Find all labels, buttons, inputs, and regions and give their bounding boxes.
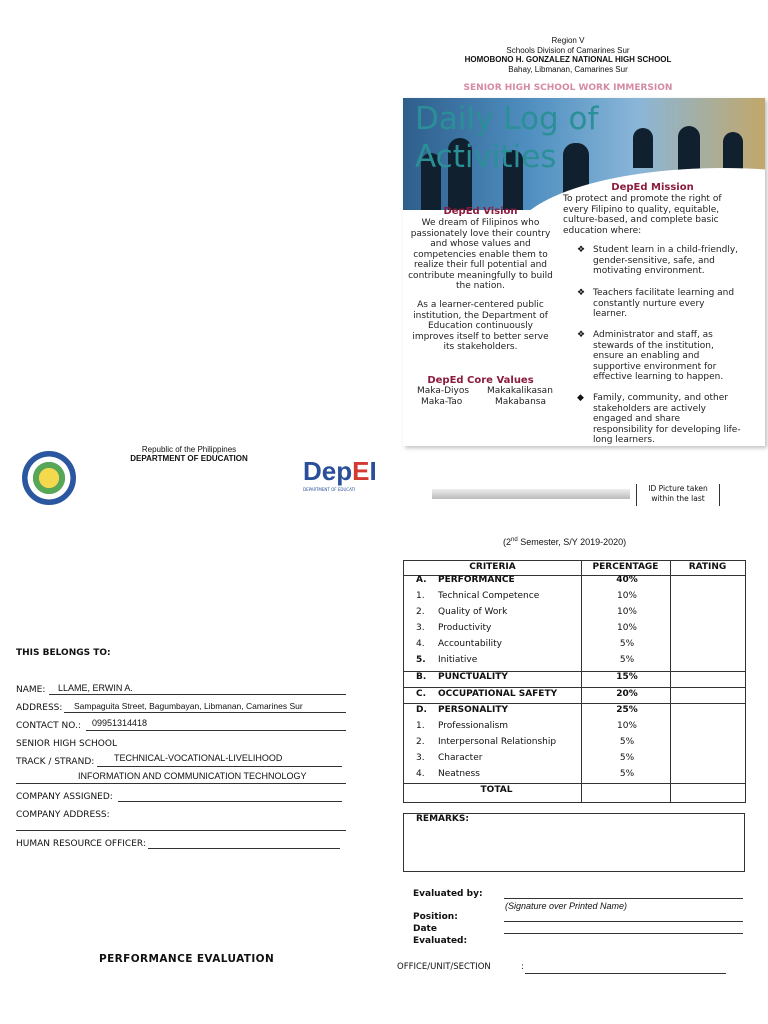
header-rating: RATING bbox=[688, 562, 727, 572]
company-line bbox=[118, 801, 342, 802]
criteria-percentage: 10% bbox=[616, 721, 637, 731]
criteria-label: PUNCTUALITY bbox=[438, 672, 508, 682]
republic-header: Republic of the Philippines DEPARTMENT OF EDUCATION bbox=[130, 445, 248, 463]
criteria-label: Initiative bbox=[438, 655, 478, 665]
mission-bullet-line: motivating environment. bbox=[593, 266, 705, 276]
vision-2-line: As a learner-centered public bbox=[417, 300, 544, 310]
mission-bullet-line: long learners. bbox=[593, 435, 655, 445]
mission-bullet bbox=[593, 393, 743, 446]
name-value: LLAME, ERWIN A. bbox=[58, 683, 133, 693]
division: Schools Division of Camarines Sur bbox=[506, 45, 630, 55]
criteria-number: 4. bbox=[416, 639, 425, 649]
criteria-label: Quality of Work bbox=[438, 607, 508, 617]
mission-bullet-line: Administrator and staff, as bbox=[593, 330, 713, 340]
address-value: Sampaguita Street, Bagumbayan, Libmanan, Camarines Sur bbox=[74, 701, 303, 711]
mission-bullet bbox=[593, 288, 743, 320]
contact-line bbox=[86, 730, 346, 731]
criteria-percentage: 5% bbox=[619, 655, 635, 665]
core-value-4: Makabansa bbox=[495, 397, 546, 407]
criteria-percentage: 10% bbox=[616, 591, 637, 601]
evaluation-table bbox=[403, 560, 746, 803]
contact-label: CONTACT NO.: bbox=[16, 721, 81, 731]
mission-title: DepEd Mission bbox=[611, 182, 694, 193]
date-label: Date bbox=[413, 924, 437, 934]
office-label: OFFICE/UNIT/SECTION bbox=[397, 962, 491, 972]
bullet-icon: ❖ bbox=[577, 288, 586, 298]
vision-line: the nation. bbox=[456, 281, 505, 291]
mission-bullet-line: Teachers facilitate learning and bbox=[593, 288, 735, 298]
contact-value: 09951314418 bbox=[92, 718, 148, 728]
criteria-label: Interpersonal Relationship bbox=[438, 737, 557, 747]
criteria-percentage: 5% bbox=[619, 639, 635, 649]
mission-bullet-line: Family, community, and other bbox=[593, 393, 728, 403]
banner-title: Daily Log of Activities bbox=[415, 101, 599, 175]
region: Region V bbox=[551, 36, 585, 45]
mission-intro-line: culture-based, and complete basic bbox=[563, 215, 719, 225]
id-picture-box: ID Picture taken within the last bbox=[636, 484, 720, 506]
core-value-1: Maka-Diyos bbox=[417, 386, 470, 396]
mission-bullet bbox=[593, 245, 743, 277]
criteria-label: Technical Competence bbox=[438, 591, 540, 601]
school-header bbox=[404, 36, 732, 74]
hr-line bbox=[148, 848, 340, 849]
total-label: TOTAL bbox=[480, 785, 513, 795]
evaluated-label: Evaluated: bbox=[413, 936, 468, 946]
criteria-label: PERSONALITY bbox=[438, 705, 509, 715]
mission-bullet-line: ensure an enabling and bbox=[593, 351, 700, 361]
company-address-label: COMPANY ADDRESS: bbox=[16, 810, 110, 820]
school-location: Bahay, Libmanan, Camarines Sur bbox=[508, 64, 628, 74]
vision-2-line: institution, the Department of bbox=[413, 310, 548, 321]
criteria-percentage: 10% bbox=[616, 623, 637, 633]
bullet-icon: ◆ bbox=[577, 393, 584, 403]
criteria-number: 5. bbox=[416, 655, 426, 665]
mission-bullet-line: learner. bbox=[593, 309, 628, 319]
bullet-icon: ❖ bbox=[577, 245, 586, 255]
mission-intro-line: education where: bbox=[563, 225, 642, 236]
criteria-number: C. bbox=[416, 689, 427, 699]
name-label: NAME: bbox=[16, 685, 46, 695]
deped-logo-subtext: DEPARTMENT OF EDUCATI bbox=[303, 487, 356, 492]
mission-intro-line: every Filipino to quality, equitable, bbox=[563, 204, 720, 215]
criteria-number: 2. bbox=[416, 607, 425, 617]
position-label: Position: bbox=[413, 912, 458, 922]
criteria-label: Professionalism bbox=[438, 721, 509, 731]
office-line[interactable] bbox=[525, 973, 726, 974]
criteria-percentage: 20% bbox=[616, 689, 638, 699]
school-name: HOMOBONO H. GONZALEZ NATIONAL HIGH SCHOOL bbox=[464, 55, 672, 64]
criteria-percentage: 25% bbox=[616, 705, 638, 715]
criteria-label: Productivity bbox=[438, 623, 492, 633]
address-line bbox=[64, 712, 346, 713]
vision-2-line: Education continuously bbox=[428, 321, 533, 331]
address-label: ADDRESS: bbox=[16, 703, 63, 713]
criteria-number: A. bbox=[416, 575, 427, 585]
criteria-number: D. bbox=[416, 705, 427, 715]
track-label: TRACK / STRAND: bbox=[16, 757, 95, 767]
vision-text-2 bbox=[403, 300, 558, 353]
core-value-3: Maka-Tao bbox=[421, 397, 463, 407]
mission-bullet-line: engaged and share bbox=[593, 414, 681, 424]
criteria-number: 4. bbox=[416, 769, 425, 779]
belongs-label: THIS BELONGS TO: bbox=[16, 648, 111, 658]
vision-text bbox=[403, 218, 558, 292]
criteria-percentage: 5% bbox=[619, 769, 635, 779]
criteria-label: PERFORMANCE bbox=[438, 575, 515, 585]
mission-intro bbox=[563, 194, 743, 236]
performance-title: PERFORMANCE EVALUATION bbox=[99, 953, 275, 965]
core-values-title: DepEd Core Values bbox=[427, 375, 534, 386]
deped-logo-icon: DepEI bbox=[303, 456, 377, 486]
criteria-number: 2. bbox=[416, 737, 425, 747]
vision-line: competencies enable them to bbox=[413, 249, 548, 260]
mission-bullet-line: gender-sensitive, safe, and bbox=[593, 255, 715, 266]
vision-line: contribute meaningfully to build bbox=[408, 270, 553, 281]
mission-bullet-line: supportive environment for bbox=[593, 361, 717, 372]
criteria-percentage: 10% bbox=[616, 607, 637, 617]
header-percentage: PERCENTAGE bbox=[592, 562, 659, 572]
mission-bullet-line: responsibility for developing life- bbox=[593, 424, 741, 435]
company-address-line bbox=[16, 830, 346, 831]
criteria-label: Accountability bbox=[438, 639, 502, 649]
office-colon: : bbox=[521, 962, 524, 972]
criteria-number: 3. bbox=[416, 623, 425, 633]
core-value-2: Makakalikasan bbox=[487, 386, 553, 396]
criteria-label: OCCUPATIONAL SAFETY bbox=[438, 689, 558, 699]
criteria-label: Character bbox=[438, 753, 483, 763]
criteria-label: Neatness bbox=[438, 769, 480, 779]
criteria-percentage: 5% bbox=[619, 753, 635, 763]
criteria-percentage: 15% bbox=[616, 672, 638, 682]
criteria-percentage: 5% bbox=[619, 737, 635, 747]
mission-bullet bbox=[593, 330, 743, 383]
hr-label: HUMAN RESOURCE OFFICER: bbox=[16, 839, 146, 849]
signature-note: (Signature over Printed Name) bbox=[505, 901, 628, 911]
evaluated-by-label: Evaluated by: bbox=[413, 889, 483, 899]
mission-bullet-line: constantly nurture every bbox=[593, 298, 705, 309]
criteria-number: 1. bbox=[416, 591, 425, 601]
criteria-number: 1. bbox=[416, 721, 425, 731]
vision-line: and whose values and bbox=[430, 239, 531, 249]
mission-bullet-line: stakeholders are actively bbox=[593, 403, 706, 414]
track-line-2 bbox=[16, 783, 346, 784]
program-title: SENIOR HIGH SCHOOL WORK IMMERSION bbox=[463, 83, 673, 93]
school-seal-icon bbox=[22, 451, 76, 505]
shs-label: SENIOR HIGH SCHOOL bbox=[16, 739, 117, 749]
evaluated-by-line[interactable] bbox=[504, 898, 743, 899]
vision-title: DepEd Vision bbox=[443, 206, 518, 217]
remarks-box[interactable] bbox=[403, 813, 745, 872]
criteria-number: B. bbox=[416, 672, 427, 682]
date-line[interactable] bbox=[504, 933, 743, 934]
vision-line: We dream of Filipinos who bbox=[421, 218, 540, 228]
bullet-icon: ❖ bbox=[577, 330, 586, 340]
semester-label: (2nd Semester, S/Y 2019-2020) bbox=[503, 537, 627, 547]
vision-2-line: its stakeholders. bbox=[443, 342, 518, 352]
track-value-2: INFORMATION AND COMMUNICATION TECHNOLOGY bbox=[78, 771, 307, 781]
vision-2-line: improves itself to better serve bbox=[412, 331, 549, 342]
mission-bullet-line: stewards of the institution, bbox=[593, 340, 714, 351]
criteria-percentage: 40% bbox=[616, 575, 638, 585]
track-line-1 bbox=[97, 766, 342, 767]
header-criteria: CRITERIA bbox=[469, 562, 516, 572]
vision-line: passionately love their country bbox=[410, 228, 551, 239]
track-value-1: TECHNICAL-VOCATIONAL-LIVELIHOOD bbox=[114, 753, 283, 763]
mission-bullet-line: Student learn in a child-friendly, bbox=[593, 245, 739, 255]
mission-bullet-line: effective learning to happen. bbox=[593, 372, 724, 382]
vision-line: realize their full potential and bbox=[413, 260, 548, 270]
name-line bbox=[49, 694, 346, 695]
remarks-label: REMARKS: bbox=[416, 814, 469, 824]
page-edge bbox=[432, 489, 630, 499]
mission-intro-line: To protect and promote the right of bbox=[563, 194, 722, 204]
position-line[interactable] bbox=[504, 921, 743, 922]
company-label: COMPANY ASSIGNED: bbox=[16, 792, 113, 802]
criteria-number: 3. bbox=[416, 753, 425, 763]
